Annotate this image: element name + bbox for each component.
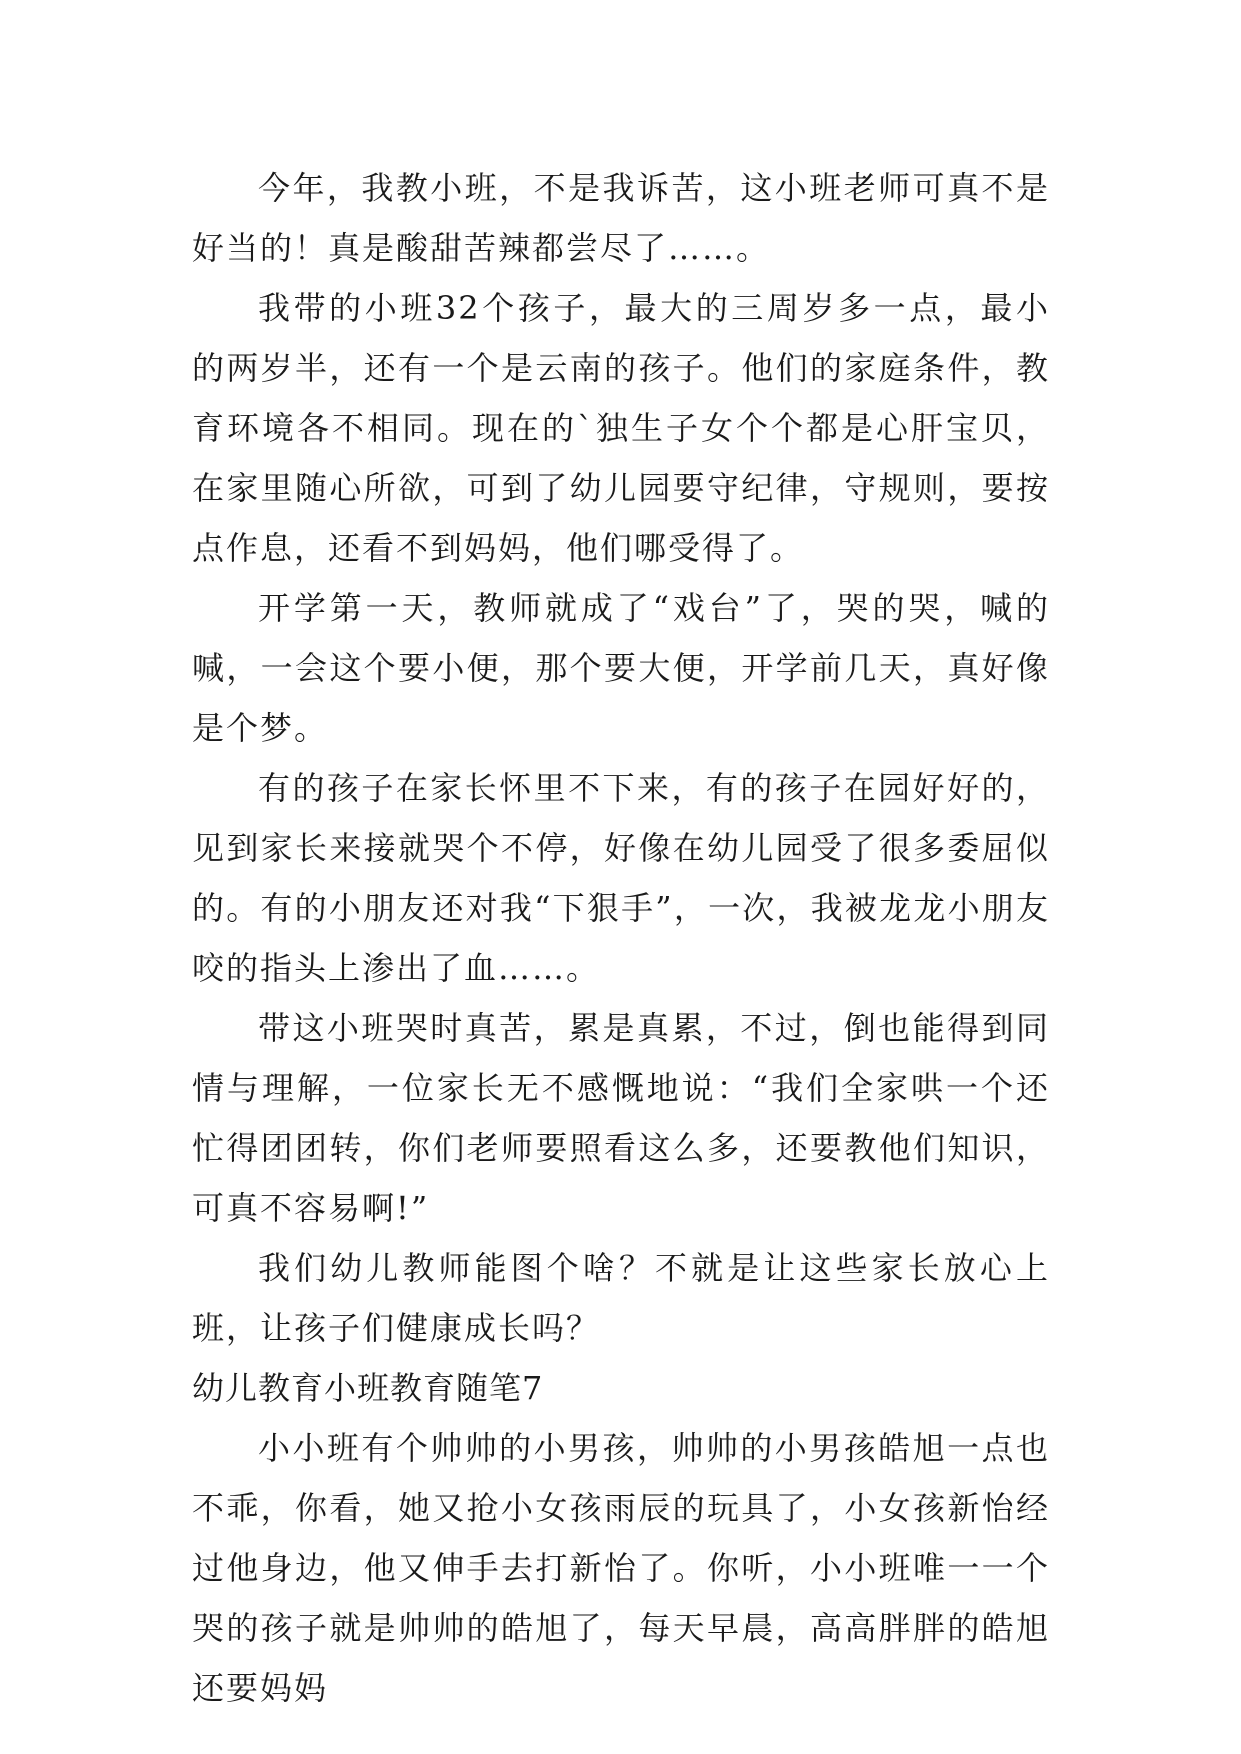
paragraph-2: 我带的小班32个孩子，最大的三周岁多一点，最小的两岁半，还有一个是云南的孩子。他们的家庭条件，教育环境各不相同。现在的`独生子女个个都是心肝宝贝，在家里随心所欲，可到了幼儿园要守纪律，守规则，要按点作息，还看不到妈妈，他们哪受得了。	[192, 289, 1050, 567]
paragraph-6: 我们幼儿教师能图个啥？不就是让这些家长放心上班，让孩子们健康成长吗？	[192, 1249, 1050, 1347]
document-page	[192, 158, 1050, 1718]
paragraph-3: 开学第一天，教师就成了“戏台”了，哭的哭，喊的喊，一会这个要小便，那个要大便，开学前几天，真好像是个梦。	[192, 589, 1050, 747]
paragraph-7: 小小班有个帅帅的小男孩，帅帅的小男孩皓旭一点也不乖，你看，她又抢小女孩雨辰的玩具了，小女孩新怡经过他身边，他又伸手去打新怡了。你听，小小班唯一一个哭的孩子就是帅帅的皓旭了，每天早晨，高高胖胖的皓旭还要妈妈	[192, 1429, 1050, 1707]
section-heading: 幼儿教育小班教育随笔7	[192, 1369, 544, 1407]
paragraph-5: 带这小班哭时真苦，累是真累，不过，倒也能得到同情与理解，一位家长无不感慨地说：“我们全家哄一个还忙得团团转，你们老师要照看这么多，还要教他们知识，可真不容易啊!”	[192, 1009, 1050, 1227]
paragraph-1: 今年，我教小班，不是我诉苦，这小班老师可真不是好当的！真是酸甜苦辣都尝尽了……。	[192, 169, 1050, 267]
paragraph-4: 有的孩子在家长怀里不下来，有的孩子在园好好的，见到家长来接就哭个不停，好像在幼儿园受了很多委屈似的。有的小朋友还对我“下狠手”，一次，我被龙龙小朋友咬的指头上渗出了血……。	[192, 769, 1050, 987]
